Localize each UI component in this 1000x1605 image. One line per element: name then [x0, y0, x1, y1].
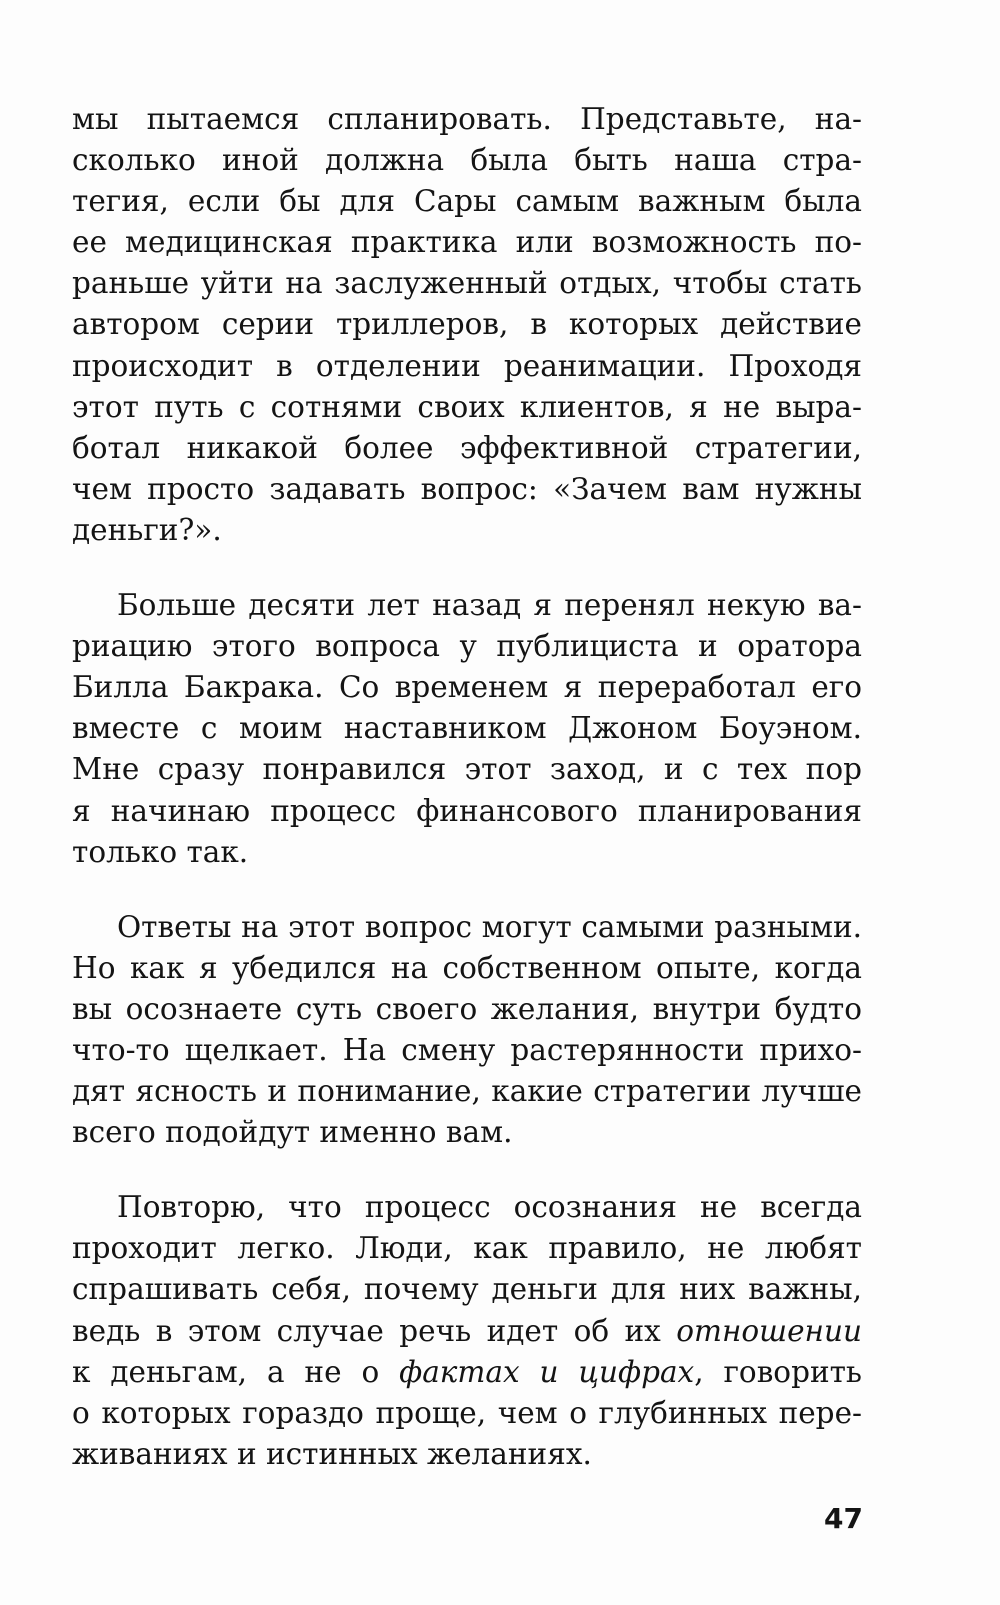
italic-run: отношении: [676, 1313, 862, 1348]
text-line: только так.: [72, 834, 249, 869]
paragraph-4: [72, 1187, 862, 1475]
text-line: риацию этого вопроса у публициста и оратора: [72, 629, 862, 664]
text-line-mixed: [72, 1352, 862, 1393]
text-line: вместе с моим наставником Джоном Боуэном.: [72, 711, 862, 746]
text-line: Мне сразу понравился этот заход, и с тех пор: [72, 752, 862, 787]
text-line: деньги?».: [72, 512, 222, 547]
paragraph-2: [72, 585, 862, 873]
text-line: происходит в отделении реанимации. Проходя: [72, 348, 862, 383]
text-line: Ответы на этот вопрос могут самыми разными.: [117, 909, 862, 944]
text-line: мы пытаемся спланировать. Представьте, на-: [72, 102, 862, 136]
text-run: к деньгам, а не о: [72, 1354, 400, 1389]
paragraph-1: [72, 99, 862, 551]
text-line: ее медицинская практика или возможность по-: [72, 225, 862, 260]
text-line: о которых гораздо проще, чем о глубинных пере-: [72, 1395, 862, 1430]
text-line: спрашивать себя, почему деньги для них важны,: [72, 1272, 862, 1307]
body-text: [72, 99, 862, 1509]
text-line: я начинаю процесс финансового планирования: [72, 793, 862, 828]
text-line: дят ясность и понимание, какие стратегии лучше: [72, 1074, 862, 1109]
text-line: Билла Бакрака. Со временем я переработал его: [72, 670, 862, 705]
text-line: Но как я убедился на собственном опыте, когда: [72, 950, 862, 985]
text-line: чем просто задавать вопрос: «Зачем вам нужны: [72, 471, 862, 506]
text-run: , говорить: [694, 1354, 862, 1389]
text-line-mixed: [72, 1311, 862, 1352]
text-line: вы осознаете суть своего желания, внутри будто: [72, 991, 862, 1026]
text-line: живаниях и истинных желаниях.: [72, 1436, 592, 1471]
text-run: ведь в этом случае речь идет об их: [72, 1313, 677, 1348]
page-number: 47: [824, 1502, 863, 1535]
text-line: ботал никакой более эффективной стратегии,: [72, 430, 862, 465]
text-line: сколько иной должна была быть наша стра-: [72, 143, 862, 178]
text-line: раньше уйти на заслуженный отдых, чтобы стать: [72, 266, 862, 301]
text-line: проходит легко. Люди, как правило, не любят: [72, 1231, 862, 1266]
text-line: этот путь с сотнями своих клиентов, я не выра-: [72, 389, 862, 424]
text-line: Больше десяти лет назад я перенял некую ва-: [117, 588, 862, 623]
text-line: автором серии триллеров, в которых действие: [72, 307, 862, 342]
text-line: что-то щелкает. На смену растерянности прихо-: [72, 1032, 862, 1067]
paragraph-3: [72, 907, 862, 1154]
text-line: тегия, если бы для Сары самым важным была: [72, 184, 862, 219]
text-line: всего подойдут именно вам.: [72, 1115, 513, 1150]
italic-run: фактах и цифрах: [399, 1354, 695, 1389]
text-line: Повторю, что процесс осознания не всегда: [117, 1190, 862, 1225]
